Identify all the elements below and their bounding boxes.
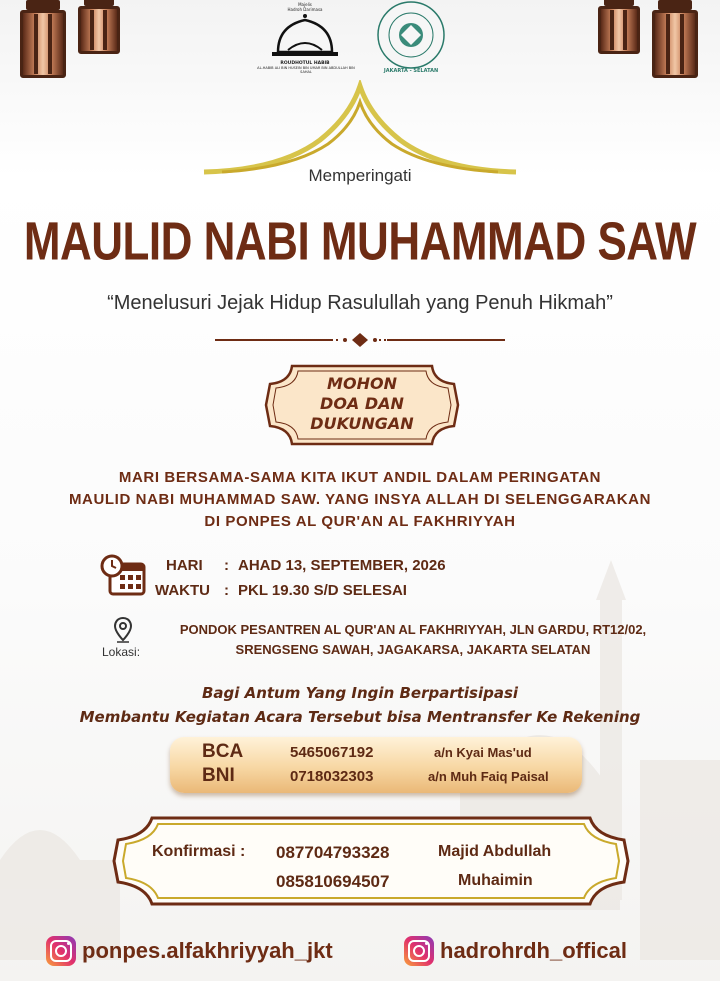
intro-text: Memperingati (308, 166, 412, 185)
contact-phone: 087704793328 (276, 843, 390, 862)
instagram-icon (46, 936, 76, 966)
lantern-decoration (78, 0, 120, 54)
address-line: PONDOK PESANTREN AL QUR'AN AL FAKHRIYYAH, JLN GARDU, RT12/02, (179, 622, 647, 637)
account-holder: a/n Kyai Mas'ud (434, 745, 532, 760)
svg-text:ROUDHOTUL HABIB: ROUDHOTUL HABIB (280, 61, 330, 66)
announcement-line: MAULID NABI MUHAMMAD SAW. YANG INSYA ALLAH DI SELENGGARAKAN (68, 491, 652, 508)
pondok-pesantren-seal (368, 0, 454, 76)
ornament-divider (215, 332, 505, 348)
invite-line: Bagi Antum Yang Ingin Berpartisipasi (201, 684, 519, 702)
subtitle: “Menelusuri Jejak Hidup Rasulullah yang Penuh Hikmah” (107, 292, 613, 314)
location-label: Lokasi: (102, 645, 141, 659)
address-line: SRENGSENG SAWAH, JAGAKARSA, JAKARTA SELATAN (235, 642, 591, 657)
lantern-decoration (20, 0, 66, 78)
account-number: 0718032303 (290, 768, 374, 785)
page-title: MAULID NABI MUHAMMAD SAW (23, 212, 697, 272)
instagram-handle[interactable]: hadrohrdh_offical (440, 938, 628, 963)
bank-account-box (170, 737, 582, 793)
announcement-line: DI PONPES AL QUR'AN AL FAKHRIYYAH (204, 513, 516, 530)
bank-name: BCA (202, 741, 244, 762)
social-instagram-hadroh[interactable] (404, 936, 627, 966)
invite-line: Membantu Kegiatan Acara Tersebut bisa Mentransfer Ke Rekening (79, 708, 641, 726)
banner-text (262, 374, 462, 434)
account-holder: a/n Muh Faiq Paisal (428, 769, 549, 784)
instagram-icon (404, 936, 434, 966)
address (148, 620, 678, 660)
donation-invite (0, 681, 720, 729)
social-instagram-ponpes[interactable] (46, 936, 333, 966)
dome-ornament (200, 80, 520, 180)
hari-value: AHAD 13, SEPTEMBER, 2026 (238, 557, 446, 574)
waktu-value: PKL 19.30 S/D SELESAI (238, 582, 407, 599)
banner-line: DOA DAN (320, 394, 404, 413)
announcement-line: MARI BERSAMA-SAMA KITA IKUT ANDIL DALAM PERINGATAN (118, 469, 602, 486)
waktu-separator: : (224, 582, 229, 599)
lantern-decoration (652, 0, 698, 78)
announcement (0, 467, 720, 533)
banner-line: DUKUNGAN (310, 414, 414, 433)
confirmation-label: Konfirmasi : (152, 843, 246, 860)
banner-line: MOHON (327, 374, 397, 393)
contact-name: Majid Abdullah (438, 843, 552, 860)
hari-label: HARI (166, 557, 203, 574)
waktu-label: WAKTU (155, 582, 210, 599)
lantern-decoration (598, 0, 640, 54)
hari-separator: : (224, 557, 229, 574)
contact-phone: 085810694507 (276, 872, 390, 891)
instagram-handle[interactable]: ponpes.alfakhriyyah_jkt (82, 938, 333, 963)
location-pin-icon (113, 616, 133, 644)
calendar-clock-icon (100, 554, 146, 596)
svg-text:Majelis: Majelis (298, 2, 312, 7)
logo-left-caption: AL-HABIB ALI BIN HUSEIN BIN UMAR BIN ABDULLAH BIN SAHAL (257, 66, 355, 74)
svg-text:Hadroh Darimasa: Hadroh Darimasa (287, 7, 323, 12)
contact-name: Muhaimin (458, 872, 533, 889)
svg-text:JAKARTA - SELATAN: JAKARTA - SELATAN (383, 68, 439, 74)
roudhotul-habib-logo (252, 0, 358, 76)
account-number: 5465067192 (290, 744, 374, 761)
bank-name: BNI (202, 765, 235, 786)
